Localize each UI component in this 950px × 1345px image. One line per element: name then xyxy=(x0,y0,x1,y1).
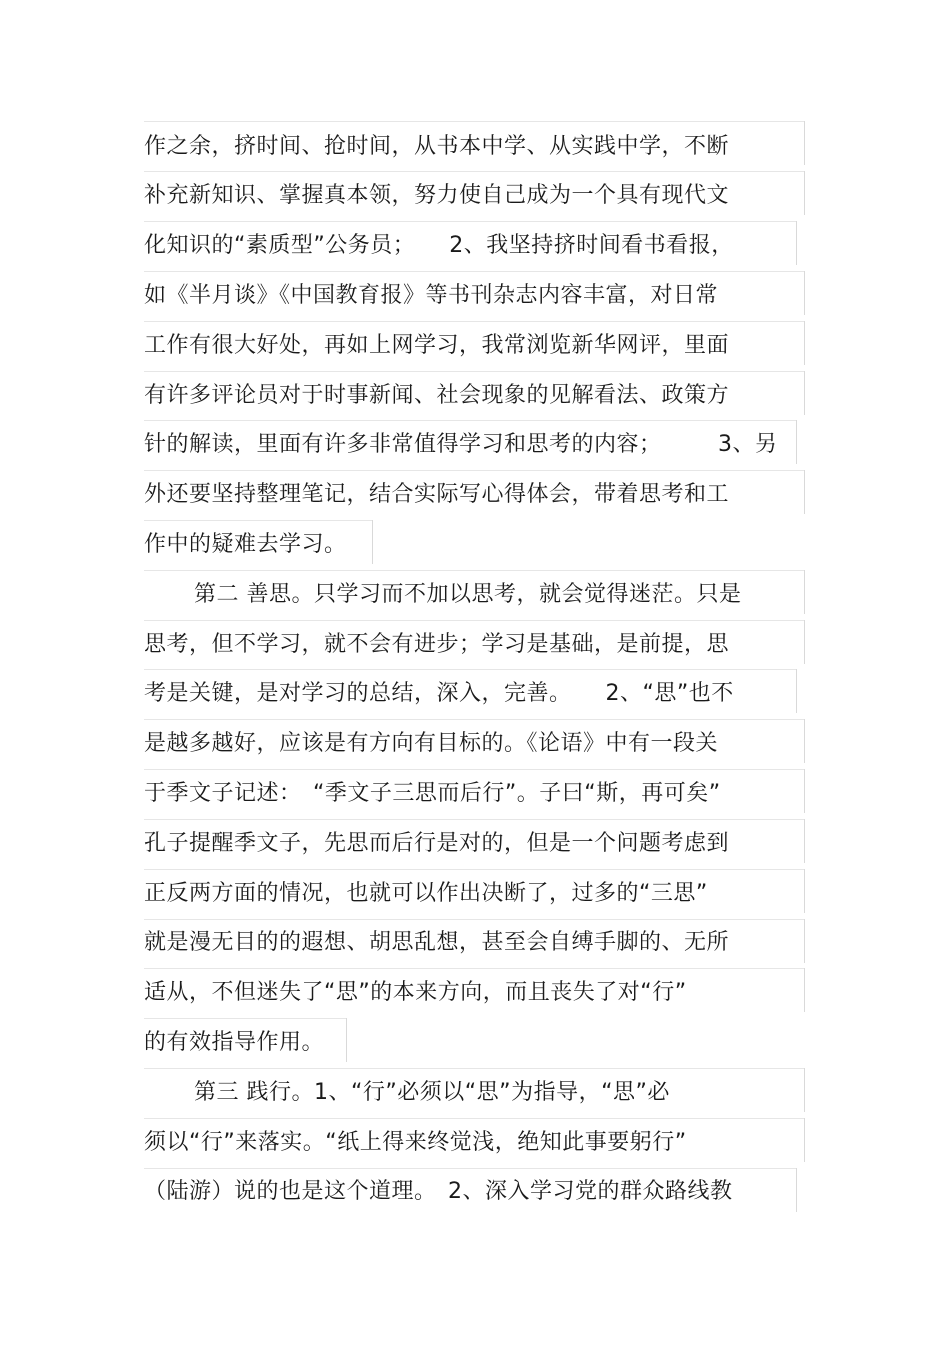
text-line: 考是关键，是对学习的总结，深入，完善。 2、“思”也不 xyxy=(144,681,734,706)
row-separator xyxy=(144,321,804,322)
text-line: 作中的疑难去学习。 xyxy=(144,532,347,557)
cell-border xyxy=(804,819,805,863)
cell-border xyxy=(804,171,805,215)
row-separator xyxy=(144,719,804,720)
cell-border xyxy=(804,470,805,514)
cell-border xyxy=(796,669,797,713)
cell-border xyxy=(796,221,797,265)
text-line: 正反两方面的情况，也就可以作出决断了，过多的“三思” xyxy=(144,881,708,906)
row-separator xyxy=(144,420,796,421)
text-line: 思考，但不学习，就不会有进步；学习是基础，是前提，思 xyxy=(144,632,730,657)
row-separator xyxy=(144,371,804,372)
row-separator xyxy=(144,271,804,272)
text-line: 就是漫无目的的遐想、胡思乱想，甚至会自缚手脚的、无所 xyxy=(144,930,730,955)
row-separator xyxy=(144,570,804,571)
cell-border xyxy=(804,869,805,913)
row-separator xyxy=(144,819,804,820)
cell-border xyxy=(804,719,805,763)
row-separator xyxy=(144,1018,346,1019)
cell-border xyxy=(804,271,805,315)
text-line: 针的解读，里面有许多非常值得学习和思考的内容； 3、另 xyxy=(144,432,778,457)
row-separator xyxy=(144,769,804,770)
row-separator xyxy=(144,470,804,471)
text-line: 补充新知识、掌握真本领，努力使自己成为一个具有现代文 xyxy=(144,183,730,208)
cell-border xyxy=(372,520,373,564)
row-separator xyxy=(144,869,804,870)
cell-border xyxy=(804,570,805,614)
text-line: 适从，不但迷失了“思”的本来方向，而且丧失了对“行” xyxy=(144,980,687,1005)
paragraph-start-line: 第三 践行。1、“行”必须以“思”为指导，“思”必 xyxy=(194,1080,670,1105)
row-separator xyxy=(144,620,804,621)
text-line: （陆游）说的也是这个道理。 2、深入学习党的群众路线教 xyxy=(144,1179,733,1204)
text-line: 工作有很大好处，再如上网学习，我常浏览新华网评，里面 xyxy=(144,333,730,358)
text-line: 于季文子记述： “季文子三思而后行”。子曰“斯，再可矣” xyxy=(144,781,721,806)
cell-border xyxy=(804,968,805,1012)
row-separator xyxy=(144,171,804,172)
row-separator xyxy=(144,520,372,521)
row-separator xyxy=(144,1068,804,1069)
row-separator xyxy=(144,1168,796,1169)
row-separator xyxy=(144,1118,804,1119)
paragraph-start-line: 第二 善思。只学习而不加以思考，就会觉得迷茫。只是 xyxy=(194,582,742,607)
text-line: 如《半月谈》《中国教育报》等书刊杂志内容丰富，对日常 xyxy=(144,283,719,308)
cell-border xyxy=(346,1018,347,1062)
cell-border xyxy=(804,321,805,365)
row-separator xyxy=(144,919,804,920)
text-line: 化知识的“素质型”公务员； 2、我坚持挤时间看书看报， xyxy=(144,233,734,258)
cell-border xyxy=(804,919,805,963)
row-separator xyxy=(144,968,804,969)
text-line: 外还要坚持整理笔记，结合实际写心得体会，带着思考和工 xyxy=(144,482,730,507)
cell-border xyxy=(796,420,797,464)
cell-border xyxy=(804,1068,805,1112)
text-line: 有许多评论员对于时事新闻、社会现象的见解看法、政策方 xyxy=(144,383,730,408)
text-line: 是越多越好，应该是有方向有目标的。《论语》中有一段关 xyxy=(144,731,719,756)
cell-border xyxy=(804,620,805,664)
text-line: 的有效指导作用。 xyxy=(144,1030,325,1055)
text-line: 孔子提醒季文子，先思而后行是对的，但是一个问题考虑到 xyxy=(144,831,730,856)
row-separator xyxy=(144,669,796,670)
row-separator xyxy=(144,221,796,222)
cell-border xyxy=(804,121,805,165)
cell-border xyxy=(804,769,805,813)
text-line: 须以“行”来落实。“纸上得来终觉浅，绝知此事要躬行” xyxy=(144,1130,687,1155)
cell-border xyxy=(796,1168,797,1212)
text-line: 作之余，挤时间、抢时间，从书本中学、从实践中学，不断 xyxy=(144,134,730,159)
cell-border xyxy=(804,371,805,415)
cell-border xyxy=(804,1118,805,1162)
row-separator xyxy=(144,121,804,122)
